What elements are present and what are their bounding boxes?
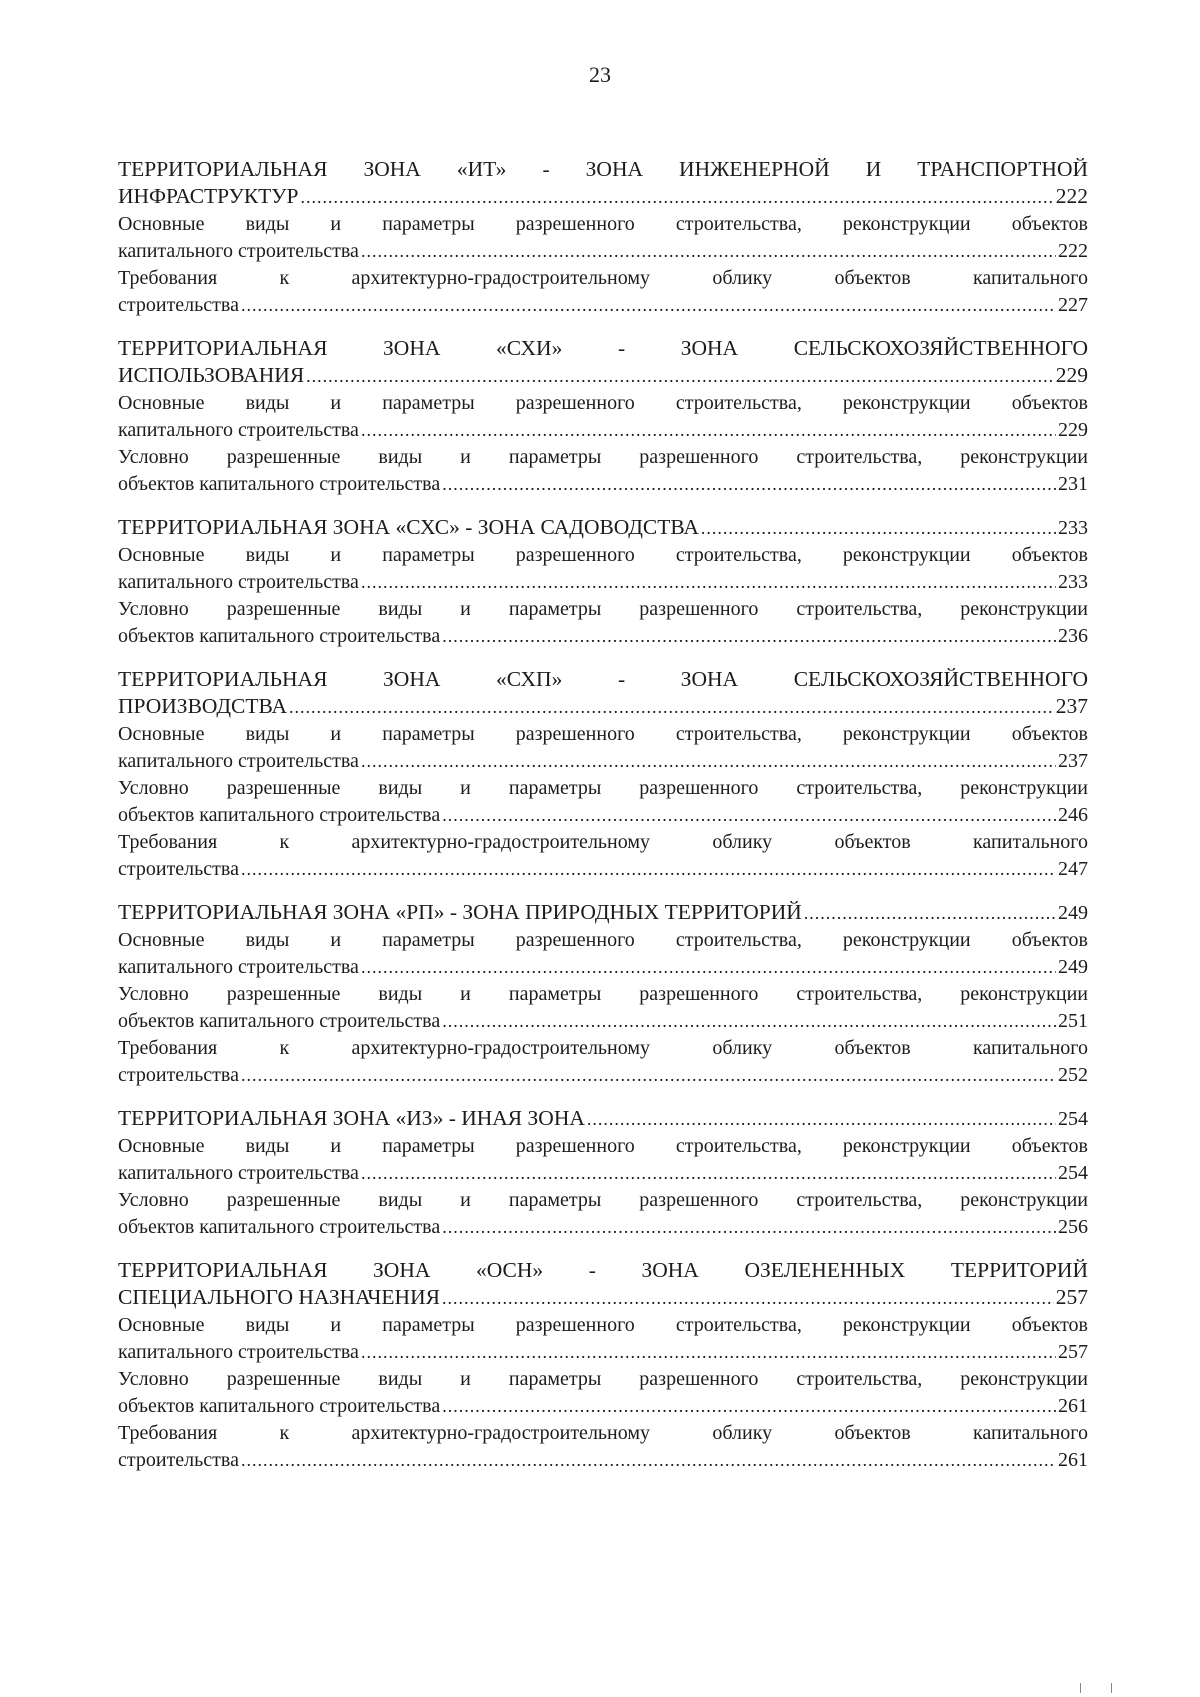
page-number: 23 [589,62,611,87]
toc-page-number: 257 [1055,1285,1088,1309]
toc-entry-title-end: строительства [118,294,239,316]
toc-subentry[interactable] [118,1420,1088,1474]
dot-leader [361,748,1056,775]
toc-entry-leader-line [118,1339,1088,1366]
toc-entry-title-end: объектов капитального строительства [118,625,441,647]
dot-leader [361,1160,1056,1187]
toc-page-number: 229 [1055,363,1088,387]
toc-subentry[interactable] [118,829,1088,883]
toc-subentry[interactable] [118,265,1088,319]
toc-section [118,899,1088,1089]
toc-entry-title-end: капитального строительства [118,1162,359,1184]
toc-page-number: 237 [1058,750,1088,772]
toc-page-number: 251 [1058,1010,1088,1032]
toc-entry-title-line: Условно разрешенные виды и параметры разрешенного строительства, реконструкции [118,777,1088,799]
toc-page-number: 252 [1058,1064,1088,1086]
toc-entry-title-end: объектов капитального строительства [118,1395,441,1417]
toc-page-number: 254 [1058,1162,1088,1184]
toc-page-number: 247 [1058,858,1088,880]
toc-heading-entry[interactable] [118,1257,1088,1312]
toc-section [118,1257,1088,1474]
toc-subentry[interactable] [118,1035,1088,1089]
toc-entry-title-end: ТЕРРИТОРИАЛЬНАЯ ЗОНА «СХС» - ЗОНА САДОВОДСТВА [118,515,699,539]
toc-subentry[interactable] [118,444,1088,498]
dot-leader [306,363,1054,390]
toc-page-number: 237 [1055,694,1088,718]
dot-leader [241,292,1056,319]
toc-subentry[interactable] [118,211,1088,265]
toc-heading-entry[interactable] [118,156,1088,211]
toc-entry-title-line: Основные виды и параметры разрешенного строительства, реконструкции объектов [118,392,1088,414]
dot-leader [442,1214,1056,1241]
toc-entry-title-line: Требования к архитектурно-градостроительному облику объектов капитального [118,1037,1088,1059]
toc-page-number: 236 [1058,625,1088,647]
toc-entry-title-line: Требования к архитектурно-градостроительному облику объектов капитального [118,831,1088,853]
toc-subentry[interactable] [118,542,1088,596]
dot-leader [361,569,1056,596]
toc-entry-leader-line [118,802,1088,829]
toc-entry-leader-line [118,183,1088,211]
toc-entry-title-end: капитального строительства [118,956,359,978]
toc-entry-leader-line [118,1160,1088,1187]
toc-entry-title-line: Условно разрешенные виды и параметры разрешенного строительства, реконструкции [118,598,1088,620]
toc-page-number: 257 [1058,1341,1088,1363]
toc-entry-title-line: Требования к архитектурно-градостроительному облику объектов капитального [118,267,1088,289]
toc-entry-title-end: строительства [118,1064,239,1086]
toc-entry-title-end: строительства [118,1449,239,1471]
toc-entry-leader-line [118,292,1088,319]
dot-leader [442,1285,1054,1312]
toc-entry-leader-line [118,1214,1088,1241]
toc-entry-leader-line [118,954,1088,981]
dot-leader [241,856,1056,883]
toc-entry-title-end: объектов капитального строительства [118,1216,441,1238]
toc-page-number: 229 [1058,419,1088,441]
toc-section [118,156,1088,319]
toc-entry-title-end: капитального строительства [118,750,359,772]
toc-entry-title-line: Условно разрешенные виды и параметры разрешенного строительства, реконструкции [118,1368,1088,1390]
toc-page-number: 246 [1058,804,1088,826]
toc-subentry[interactable] [118,596,1088,650]
toc-page-number: 261 [1058,1449,1088,1471]
toc-entry-leader-line [118,1284,1088,1312]
toc-entry-title-end: ТЕРРИТОРИАЛЬНАЯ ЗОНА «РП» - ЗОНА ПРИРОДНЫХ ТЕРРИТОРИЙ [118,900,802,924]
toc-section [118,514,1088,650]
table-of-contents [118,156,1088,1490]
scan-artifact [1080,1683,1112,1693]
toc-entry-leader-line [118,471,1088,498]
toc-heading-entry[interactable] [118,666,1088,721]
dot-leader [361,954,1056,981]
toc-entry-leader-line [118,569,1088,596]
toc-entry-title-end: ТЕРРИТОРИАЛЬНАЯ ЗОНА «ИЗ» - ИНАЯ ЗОНА [118,1106,585,1130]
toc-entry-title-line: Основные виды и параметры разрешенного строительства, реконструкции объектов [118,723,1088,745]
dot-leader [361,1339,1056,1366]
toc-entry-leader-line [118,693,1088,721]
toc-entry-leader-line [118,899,1088,927]
toc-subentry[interactable] [118,390,1088,444]
toc-entry-leader-line [118,1447,1088,1474]
toc-entry-title-line: Основные виды и параметры разрешенного строительства, реконструкции объектов [118,213,1088,235]
toc-page-number: 233 [1058,571,1088,593]
toc-entry-leader-line [118,1393,1088,1420]
toc-entry-title-end: капитального строительства [118,571,359,593]
toc-entry-title-line: ТЕРРИТОРИАЛЬНАЯ ЗОНА «СХП» - ЗОНА СЕЛЬСКОХОЗЯЙСТВЕННОГО [118,667,1088,691]
toc-section [118,1105,1088,1241]
toc-page-number: 261 [1058,1395,1088,1417]
toc-page-number: 227 [1058,294,1088,316]
toc-subentry[interactable] [118,1187,1088,1241]
toc-page-number: 231 [1058,473,1088,495]
toc-entry-leader-line [118,417,1088,444]
toc-entry-title-line: Требования к архитектурно-градостроительному облику объектов капитального [118,1422,1088,1444]
toc-entry-title-line: Основные виды и параметры разрешенного строительства, реконструкции объектов [118,544,1088,566]
toc-entry-leader-line [118,1105,1088,1133]
toc-subentry[interactable] [118,1312,1088,1366]
dot-leader [361,238,1056,265]
toc-entry-title-end: капитального строительства [118,1341,359,1363]
toc-entry-title-line: ТЕРРИТОРИАЛЬНАЯ ЗОНА «ОСН» - ЗОНА ОЗЕЛЕНЕННЫХ ТЕРРИТОРИЙ [118,1258,1088,1282]
toc-subentry[interactable] [118,1133,1088,1187]
toc-section [118,666,1088,883]
toc-entry-title-end: ИНФРАСТРУКТУР [118,184,299,208]
toc-entry-title-line: Основные виды и параметры разрешенного строительства, реконструкции объектов [118,1135,1088,1157]
dot-leader [701,515,1056,542]
toc-subentry[interactable] [118,927,1088,981]
toc-subentry[interactable] [118,721,1088,775]
toc-subentry[interactable] [118,775,1088,829]
dot-leader [241,1447,1056,1474]
toc-entry-leader-line [118,748,1088,775]
toc-page-number: 254 [1058,1108,1088,1130]
toc-entry-title-line: ТЕРРИТОРИАЛЬНАЯ ЗОНА «ИТ» - ЗОНА ИНЖЕНЕРНОЙ И ТРАНСПОРТНОЙ [118,157,1088,181]
dot-leader [804,900,1056,927]
toc-entry-title-line: ТЕРРИТОРИАЛЬНАЯ ЗОНА «СХИ» - ЗОНА СЕЛЬСКОХОЗЯЙСТВЕННОГО [118,336,1088,360]
toc-page-number: 249 [1058,902,1088,924]
dot-leader [442,1008,1056,1035]
toc-entry-title-line: Основные виды и параметры разрешенного строительства, реконструкции объектов [118,929,1088,951]
toc-entry-leader-line [118,514,1088,542]
toc-heading-entry[interactable] [118,335,1088,390]
dot-leader [241,1062,1056,1089]
toc-entry-leader-line [118,1062,1088,1089]
toc-entry-title-end: строительства [118,858,239,880]
toc-entry-title-end: ПРОИЗВОДСТВА [118,694,288,718]
dot-leader [587,1106,1056,1133]
toc-page-number: 249 [1058,956,1088,978]
dot-leader [442,1393,1056,1420]
toc-entry-leader-line [118,362,1088,390]
toc-page-number: 222 [1055,184,1088,208]
toc-section [118,335,1088,498]
toc-page-number: 233 [1058,517,1088,539]
dot-leader [442,623,1056,650]
toc-heading-entry[interactable] [118,1105,1088,1133]
toc-entry-title-end: капитального строительства [118,419,359,441]
toc-page-number: 222 [1058,240,1088,262]
toc-entry-leader-line [118,623,1088,650]
toc-entry-leader-line [118,856,1088,883]
dot-leader [300,184,1053,211]
toc-heading-entry[interactable] [118,899,1088,927]
toc-entry-title-end: СПЕЦИАЛЬНОГО НАЗНАЧЕНИЯ [118,1285,440,1309]
toc-entry-title-line: Условно разрешенные виды и параметры разрешенного строительства, реконструкции [118,1189,1088,1211]
toc-entry-title-line: Основные виды и параметры разрешенного строительства, реконструкции объектов [118,1314,1088,1336]
toc-entry-title-end: объектов капитального строительства [118,804,441,826]
toc-entry-title-end: объектов капитального строительства [118,473,441,495]
toc-entry-title-end: капитального строительства [118,240,359,262]
toc-entry-title-end: объектов капитального строительства [118,1010,441,1032]
dot-leader [442,471,1056,498]
dot-leader [442,802,1056,829]
toc-entry-leader-line [118,1008,1088,1035]
toc-subentry[interactable] [118,981,1088,1035]
toc-heading-entry[interactable] [118,514,1088,542]
toc-entry-title-line: Условно разрешенные виды и параметры разрешенного строительства, реконструкции [118,446,1088,468]
toc-page-number: 256 [1058,1216,1088,1238]
dot-leader [289,694,1054,721]
dot-leader [361,417,1056,444]
toc-entry-title-end: ИСПОЛЬЗОВАНИЯ [118,363,305,387]
toc-subentry[interactable] [118,1366,1088,1420]
toc-entry-title-line: Условно разрешенные виды и параметры разрешенного строительства, реконструкции [118,983,1088,1005]
toc-entry-leader-line [118,238,1088,265]
